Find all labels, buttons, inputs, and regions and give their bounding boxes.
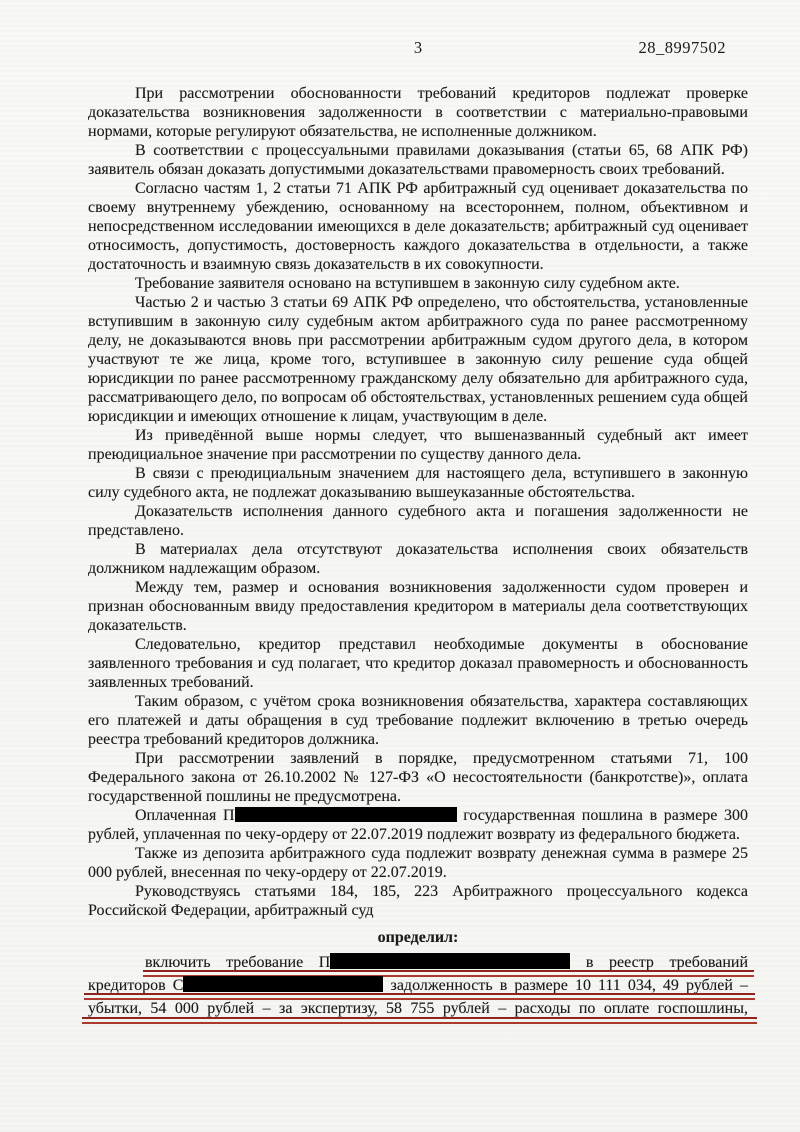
page-header xyxy=(88,38,748,58)
paragraph: Следовательно, кредитор представил необходимые документы в обоснование заявленного требования и суд полагает, что кредитор доказал правомерность и обоснованность заявленных требований. xyxy=(88,636,748,691)
operative-text: задолженность в размере 10 111 034, 49 рублей – xyxy=(390,977,749,994)
paragraph: При рассмотрении обоснованности требований кредиторов подлежат проверке доказательства возникновения задолженности в соответствии с материально-правовыми нормами, которые регулируют обязательства, не исполненные должником. xyxy=(88,85,748,140)
operative-text: в реестр требований xyxy=(585,954,749,971)
paragraph: В соответствии с процессуальными правилами доказывания (статьи 65, 68 АПК РФ) заявитель обязан доказать допустимыми доказательствами правомерность своих требований. xyxy=(88,142,748,178)
operative-heading: определил: xyxy=(377,929,459,946)
paragraph: В материалах дела отсутствуют доказательства исполнения своих обязательств должником надлежащим образом. xyxy=(88,541,748,577)
operative-line xyxy=(88,974,748,997)
paragraph: Также из депозита арбитражного суда подлежит возврату денежная сумма в размере 25 000 рублей, внесенная по чеку-ордеру от 22.07.2019. xyxy=(88,845,748,881)
document-body xyxy=(88,84,748,1020)
paragraph: При рассмотрении заявлений в порядке, предусмотренном статьями 71, 100 Федерального закона от 26.10.2002 № 127-ФЗ «О несостоятельности (банкротстве)», оплата государственной пошлины не предусмотрена. xyxy=(88,750,748,805)
paragraph: Доказательств исполнения данного судебного акта и погашения задолженности не представлено. xyxy=(88,503,748,539)
paragraph-text: Оплаченная П xyxy=(135,807,235,824)
operative-line xyxy=(145,951,748,974)
operative-text: убытки, 54 000 рублей – за экспертизу, 58 755 рублей – расходы по оплате госпошлины, xyxy=(88,1000,748,1017)
operative-paragraph xyxy=(88,951,748,1020)
redaction-bar xyxy=(183,976,383,992)
redaction-bar xyxy=(235,807,457,822)
red-underline xyxy=(82,1017,757,1024)
paragraph: Из приведённой выше нормы следует, что вышеназванный судебный акт имеет преюдициальное значение при рассмотрении по существу данного дела. xyxy=(88,427,748,463)
paragraph: Требование заявителя основано на вступившем в законную силу судебном акте. xyxy=(135,275,680,292)
paragraph: Согласно частям 1, 2 статьи 71 АПК РФ арбитражный суд оценивает доказательства по своему внутреннему убеждению, основанному на всестороннем, полном, объективном и непосредственном исследовании имеющихся в деле доказательств; арбитражный суд оценивает относимость, допустимость, достоверность каждого доказательства в отдельности, а также достаточность и взаимную связь доказательств в их совокупности. xyxy=(88,180,748,273)
paragraph: Руководствуясь статьями 184, 185, 223 Арбитражного процессуального кодекса Российской Федерации, арбитражный суд xyxy=(88,883,748,919)
paragraph: Между тем, размер и основания возникновения задолженности судом проверен и признан обоснованным ввиду предоставления кредитором в материалы дела соответствующих доказательств. xyxy=(88,579,748,634)
document-number: 28_8997502 xyxy=(638,38,726,57)
redaction-bar xyxy=(330,953,570,969)
paragraph-with-redaction xyxy=(88,806,748,844)
page-number: 3 xyxy=(413,38,423,57)
paragraph: Частью 2 и частью 3 статьи 69 АПК РФ определено, что обстоятельства, установленные вступившим в законную силу судебным актом арбитражного суда по ранее рассмотренному делу, не доказываются вновь при рассмотрении арбитражным судом другого дела, в котором участвуют те же лица, кроме того, вступившее в законную силу решение суда общей юрисдикции по ранее рассмотренному гражданскому делу обязательно для арбитражного суда, рассматривающего дело, по вопросам об обстоятельствах, установленных решением суда общей юрисдикции и имеющих отношение к лицам, участвующим в деле. xyxy=(88,294,748,425)
operative-text: включить требование П xyxy=(145,954,331,971)
operative-text: кредиторов С xyxy=(88,977,184,994)
paragraph-text: государственная пошлина в размере 300 рублей, уплаченная по чеку-ордеру от 22.07.2019 подлежит возврату из федерального бюджета. xyxy=(88,807,748,843)
paragraph: Таким образом, с учётом срока возникновения обязательства, характера составляющих его платежей и даты обращения в суд требование подлежит включению в третью очередь реестра требований кредиторов должника. xyxy=(88,693,748,748)
operative-line xyxy=(88,997,748,1020)
paragraph: В связи с преюдициальным значением для настоящего дела, вступившего в законную силу судебного акта, не подлежат доказыванию вышеуказанные обстоятельства. xyxy=(88,465,748,501)
